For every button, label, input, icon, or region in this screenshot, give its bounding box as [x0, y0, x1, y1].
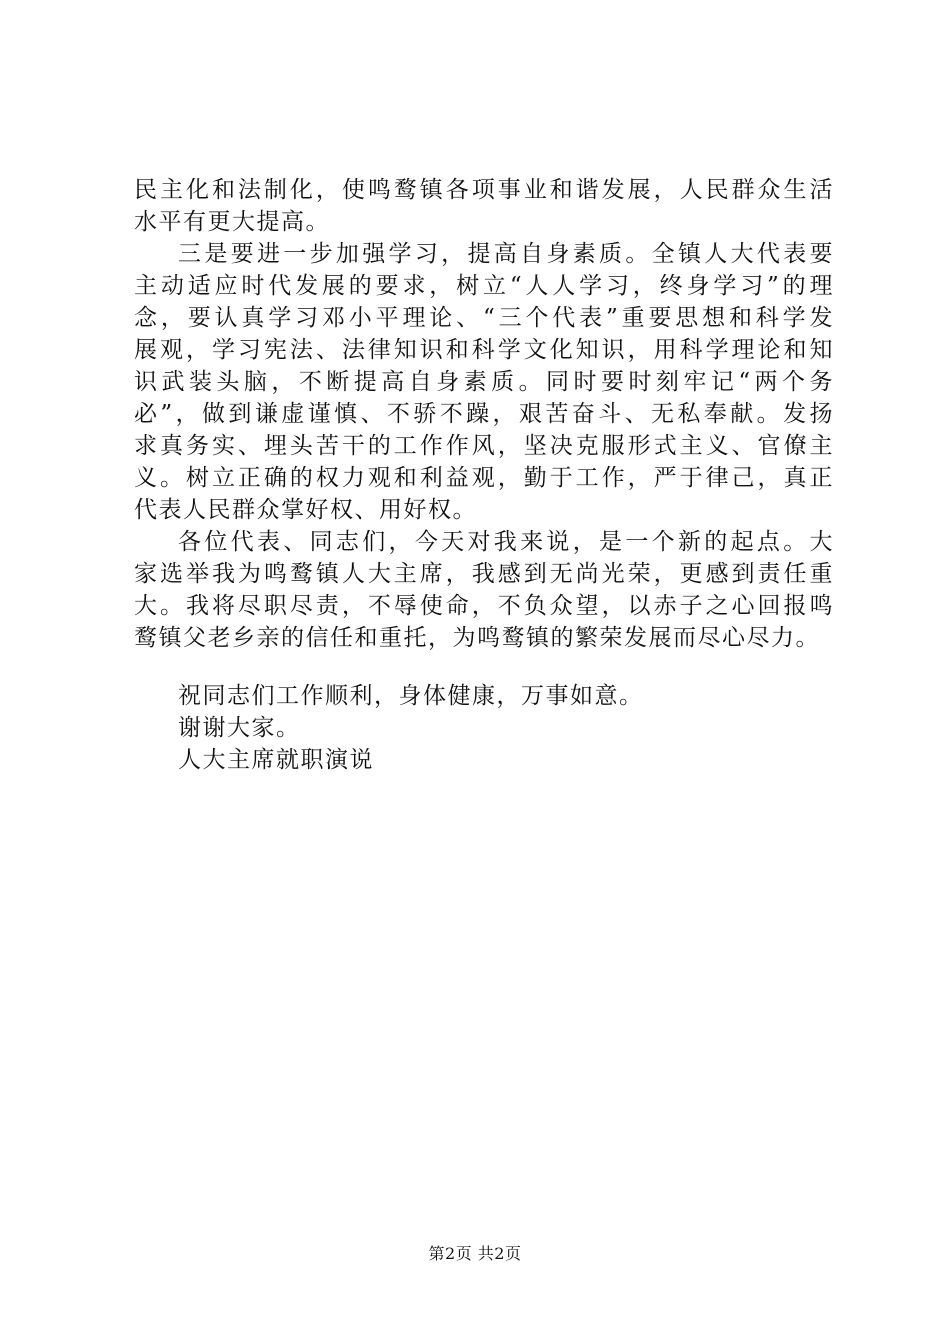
text-line: 大。我将尽职尽责，不辱使命，不负众望，以赤子之心回报鸣 — [134, 593, 834, 619]
text-line: 求真务实、埋头苦干的工作作风，坚决克服形式主义、官僚主 — [134, 433, 834, 459]
paragraph-start-line: 各位代表、同志们，今天对我来说，是一个新的起点。大 — [178, 529, 834, 555]
document-title-line: 人大主席就职演说 — [178, 747, 374, 773]
text-line: 念，要认真学习邓小平理论、“三个代表”重要思想和科学发 — [134, 305, 834, 331]
text-line: 家选举我为鸣鹜镇人大主席，我感到无尚光荣，更感到责任重 — [134, 561, 834, 587]
text-line: 水平有更大提高。 — [134, 209, 330, 235]
text-line: 识武装头脑，不断提高自身素质。同时要时刻牢记“两个务 — [134, 369, 834, 395]
text-line: 民主化和法制化，使鸣鹜镇各项事业和谐发展，人民群众生活 — [134, 177, 834, 203]
document-body — [134, 174, 834, 776]
text-line: 义。树立正确的权力观和利益观，勤于工作，严于律己，真正 — [134, 465, 834, 491]
text-line: 代表人民群众掌好权、用好权。 — [134, 497, 477, 523]
text-line: 主动适应时代发展的要求，树立“人人学习，终身学习”的理 — [134, 273, 834, 299]
page-footer: 第2页 共2页 — [428, 1244, 522, 1263]
closing-thanks: 谢谢大家。 — [178, 715, 301, 741]
closing-wishes: 祝同志们工作顺利，身体健康，万事如意。 — [178, 683, 644, 709]
paragraph-start-line: 三是要进一步加强学习，提高自身素质。全镇人大代表要 — [178, 241, 834, 267]
paragraph-gap — [134, 654, 834, 680]
text-line: 鹜镇父老乡亲的信任和重托，为鸣鹜镇的繁荣发展而尽心尽力。 — [134, 625, 820, 651]
text-line: 必”，做到谦虚谨慎、不骄不躁，艰苦奋斗、无私奉献。发扬 — [134, 401, 834, 427]
text-line: 展观，学习宪法、法律知识和科学文化知识，用科学理论和知 — [134, 337, 834, 363]
